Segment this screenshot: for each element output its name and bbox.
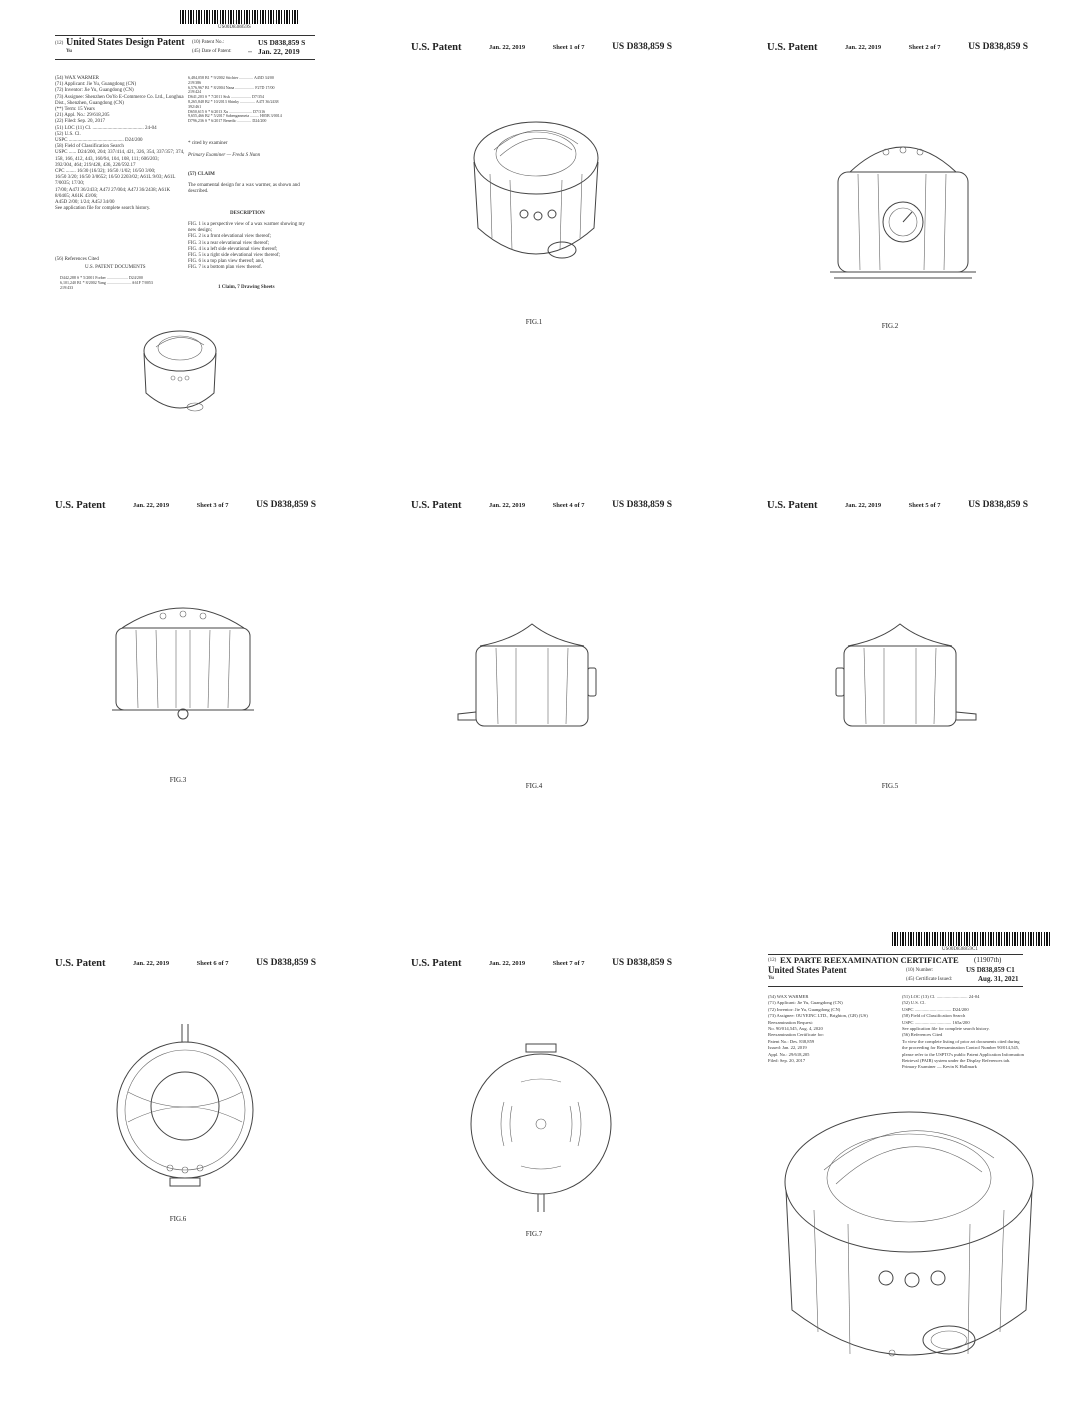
text-line: USPC ................................ 165a/200 [902, 1019, 970, 1025]
text-line: 219/424 [188, 89, 202, 95]
front-page [0, 10, 356, 465]
text-line: Patent No.: Des. 838,859 [768, 1038, 815, 1044]
doc-title: United States Design Patent [66, 37, 185, 48]
type-code: (12) [55, 41, 64, 46]
text-line: FIG. 1 is a perspective view of a wax warmer showing my new design; [188, 222, 305, 234]
sheet-date: Jan. 22, 2019 [132, 959, 170, 967]
figure-label: FIG.7 [525, 1230, 543, 1238]
fig1-perspective-drawing [466, 110, 606, 285]
text-line: Reexamination Certificate for: [768, 1032, 825, 1038]
text-line: (21) Appl. No.: 29/618,205 [55, 113, 110, 119]
text-line: D442,288 S * 5/2001 Forber ..................... D24/200 [60, 275, 143, 280]
fig3-rear-drawing [108, 598, 258, 728]
cert-inventor-short: Yu [768, 976, 774, 981]
sheets-note: 1 Claim, 7 Drawing Sheets [218, 285, 275, 290]
sheet-patent-no: US D838,859 S [256, 958, 316, 968]
fig5-right-side-drawing [820, 616, 988, 736]
text-line: 16/50 3/20; 16/50 3/0652; 16/50 2203/02; A61L 9/03; A61L 7/0035; 17/30; [55, 175, 176, 187]
sheet-5 [712, 488, 1068, 943]
sheet-3 [0, 488, 356, 943]
fig2-front-drawing [828, 122, 978, 292]
text-line: 392/304, 464; 219/428, 436, 220/592.17 [55, 162, 136, 168]
sheet-number: Sheet 1 of 7 [552, 43, 585, 51]
figure-label: FIG.1 [525, 318, 543, 326]
text-line: See application file for complete search history. [55, 206, 151, 212]
text-line: (58) Field of Classification Search [902, 1013, 966, 1019]
patent-no-label: (10) Patent No.: [192, 40, 225, 45]
sheet-header [55, 498, 316, 512]
text-line: FIG. 6 is a top plan view thereof; and, [188, 259, 265, 265]
fig7-bottom-plan-drawing [466, 1042, 616, 1220]
sheet-date: Jan. 22, 2019 [488, 501, 526, 509]
cert-issued-date: Aug. 31, 2021 [978, 975, 1019, 983]
text-line: (54) WAX WARMER [768, 994, 809, 999]
cert-barcode-image [892, 932, 1052, 946]
sheet-patent-no: US D838,859 S [256, 500, 316, 510]
sheet-patent-no: US D838,859 S [968, 42, 1028, 52]
reexam-certificate [712, 920, 1068, 1383]
sheet-1 [356, 30, 712, 485]
sheet-header [55, 956, 316, 970]
brand: U.S. Patent [411, 499, 462, 511]
refs-sub: U.S. PATENT DOCUMENTS [85, 265, 146, 270]
brand: U.S. Patent [411, 41, 462, 53]
front-page-thumbnail-drawing [140, 323, 220, 428]
text-line: 219/386 [188, 79, 202, 85]
text-line: (72) Inventor: Jie Yu, Guangdong (CN) [55, 88, 134, 94]
sheet-header [767, 498, 1028, 512]
sheet-date: Jan. 22, 2019 [488, 43, 526, 51]
cert-type-code: (12) [768, 958, 777, 963]
text-line: Appl. No.: 29/618,205 [768, 1051, 810, 1057]
text-line: Issued: Jan. 22, 2019 [768, 1045, 807, 1051]
text-line: 6,484,058 B1 * 9/2002 Stichter .............. A45D 34/00 [188, 75, 274, 80]
text-line: No. 90/014,545, Aug. 4, 2020 [768, 1026, 823, 1032]
sheet-header [411, 40, 672, 54]
text-line: (71) Applicant: Jie Yu, Guangdong (CN) [768, 1000, 843, 1006]
text-line: 9,655,466 B2 * 5/2017 Sabenganmeta ......... H05B 3/0014 [188, 113, 282, 119]
text-line: USPC ............................................ D24/200 [55, 138, 143, 144]
text-line: FIG. 5 is a right side elevational view thereof; [188, 253, 281, 259]
text-line: (71) Applicant: Jie Yu, Guangdong (CN) [55, 82, 137, 88]
text-line: (51) LOC (13) Cl. ........................... 24-04 [902, 994, 980, 999]
sheet-6 [0, 946, 356, 1401]
text-line: 6,101,240 B1 * 8/2002 Yang ........................ A61F 7/0053 [60, 279, 153, 285]
text-line: 219/433 [60, 284, 74, 290]
sheet-patent-no: US D838,859 S [612, 958, 672, 968]
text-line: FIG. 7 is a bottom plan view thereof. [188, 265, 263, 271]
cert-title-number: (11907th) [974, 956, 1002, 964]
text-line: Reexamination Request: [768, 1019, 814, 1025]
brand: U.S. Patent [411, 957, 462, 969]
fig6-top-plan-drawing [110, 1022, 260, 1192]
text-line: (56) References Cited [902, 1032, 943, 1038]
text-line: USPC ................................ D24/200 [902, 1006, 969, 1012]
claim-label: (57) CLAIM [188, 172, 215, 177]
right-refs-list [188, 76, 282, 124]
barcode-image [180, 10, 300, 24]
date-marker: ** [248, 50, 252, 55]
text-line: (72) Inventor: Jie Yu, Guangdong (CN) [768, 1006, 841, 1012]
sheet-header [411, 956, 672, 970]
text-line: (51) LOC (11) Cl. ......................................... 24-04 [55, 125, 157, 131]
text-line: (**) Term: 15 Years [55, 107, 95, 113]
text-line: (52) U.S. Cl. [55, 131, 81, 137]
header-rule-2 [55, 59, 315, 60]
figure-label: FIG.2 [881, 322, 899, 330]
text-line: FIG. 2 is a front elevational view thereof; [188, 234, 272, 240]
claim-text: The ornamental design for a wax warmer, as shown and described. [188, 183, 300, 195]
sheet-patent-no: US D838,859 S [612, 500, 672, 510]
cert-barcode-number: US00D838859C1 [942, 947, 978, 952]
date-label: (45) Date of Patent: [192, 49, 232, 54]
sheet-number: Sheet 2 of 7 [908, 43, 941, 51]
text-line: FIG. 4 is a left side elevational view thereof; [188, 246, 278, 252]
brand: U.S. Patent [767, 499, 818, 511]
text-line: A45D 2/00; 1/24; A45J 34/00 [55, 200, 115, 206]
barcode-number: US00D838859S [218, 25, 251, 30]
cert-rule-2 [768, 986, 1023, 987]
cited-note: * cited by examiner [188, 141, 228, 146]
text-line: FIG. 3 is a rear elevational view thereof; [188, 240, 270, 246]
sheet-header [411, 498, 672, 512]
text-line: D650,615 S * 6/2013 Xu ....................... D7/316 [188, 108, 266, 114]
patent-number: US D838,859 S [258, 38, 306, 47]
sheet-patent-no: US D838,859 S [968, 500, 1028, 510]
cert-title: EX PARTE REEXAMINATION CERTIFICATE [780, 955, 959, 965]
brand: U.S. Patent [55, 957, 106, 969]
sheet-number: Sheet 4 of 7 [552, 501, 585, 509]
text-line: (22) Filed: Sep. 20, 2017 [55, 119, 105, 125]
refs-label: (56) References Cited [55, 257, 99, 262]
patent-date: Jan. 22, 2019 [258, 47, 300, 56]
text-line: To view the complete listing of prior art documents cited during the proceeding for Reexamination Control Number 90/014,545, please refer to the USPTO's public Patent Application Information Retrieval (PAIR) system under the Display References tab. [902, 1038, 1024, 1064]
cert-number: US D838,859 C1 [966, 966, 1015, 974]
sheet-7 [356, 946, 712, 1401]
brand: U.S. Patent [55, 499, 106, 511]
text-line: 6,576,967 B1 * 8/2004 Nana ................... F27D 17/00 [188, 84, 275, 90]
figure-label: FIG.6 [169, 1215, 187, 1223]
text-line: See application file for complete search history. [902, 1026, 990, 1032]
cert-left-fields [768, 994, 896, 1064]
text-line: (58) Field of Classification Search [55, 144, 124, 150]
text-line: 8,265,848 B2 * 10/2013 Shinky ............... A47J 36/2438 [188, 98, 279, 104]
sheet-date: Jan. 22, 2019 [844, 43, 882, 51]
cert-issued-label: (45) Certificate Issued: [906, 977, 953, 982]
sheet-number: Sheet 3 of 7 [196, 501, 229, 509]
cert-subtitle: United States Patent [768, 965, 847, 975]
text-line: (52) U.S. Cl. [902, 1000, 926, 1006]
cert-right-fields [902, 994, 1024, 1071]
header-rule [55, 35, 315, 36]
text-line: Filed: Sep. 20, 2017 [768, 1058, 806, 1064]
figure-label: FIG.5 [881, 782, 899, 790]
sheet-header [767, 40, 1028, 54]
text-line: D641,203 S * 7/2011 Sisk .................... D7/354 [188, 94, 264, 100]
cert-number-label: (10) Number: [906, 968, 934, 973]
sheet-number: Sheet 6 of 7 [196, 959, 229, 967]
text-line: Primary Examiner — Kevin K Hallmark [902, 1064, 977, 1070]
cert-perspective-drawing [774, 1100, 1036, 1375]
text-line: (73) Assignee: Shenzhen OoYo E-Commerce Co. Ltd., Longhua Dist., Shenzhen, Guangdong (CN) [55, 94, 184, 106]
text-line: (54) WAX WARMER [55, 76, 99, 81]
desc-label: DESCRIPTION [230, 211, 265, 216]
text-line: USPC ...... D24/200, 204; 337/414, 421, 326, 354, 337/357; 374, 158, 166, 412, 443, 160/94, 104, 108, 111; 606/203; [55, 150, 185, 162]
figure-label: FIG.3 [169, 776, 187, 784]
text-line: CPC ........ 16/30 (16/32); 16/50 /1/02; 16/50 3/00; [55, 169, 156, 175]
desc-list [188, 222, 312, 272]
sheet-2 [712, 30, 1068, 485]
sheet-date: Jan. 22, 2019 [844, 501, 882, 509]
sheet-number: Sheet 5 of 7 [908, 501, 941, 509]
sheet-patent-no: US D838,859 S [612, 42, 672, 52]
inventor-short: Yu [66, 49, 72, 54]
figure-label: FIG.4 [525, 782, 543, 790]
front-fields [55, 76, 185, 212]
sheet-date: Jan. 22, 2019 [488, 959, 526, 967]
brand: U.S. Patent [767, 41, 818, 53]
refs-list [60, 276, 153, 290]
text-line: 392/461 [188, 103, 202, 109]
text-line: 17/00; A47J 36/2433; A47J 27/004; A47J 36/2438; A61K 8/0465; A61K 43/06; [55, 187, 171, 199]
fig4-left-side-drawing [452, 616, 620, 736]
sheet-number: Sheet 7 of 7 [552, 959, 585, 967]
examiner: Primary Examiner — Freda S Nunn [188, 153, 261, 158]
sheet-4 [356, 488, 712, 943]
text-line: D796,236 S * 6/2017 Benedic .............. D24/200 [188, 118, 267, 124]
text-line: (73) Assignee: OUYEINC LTD., Brighton, (GB) (US) [768, 1013, 868, 1019]
sheet-date: Jan. 22, 2019 [132, 501, 170, 509]
